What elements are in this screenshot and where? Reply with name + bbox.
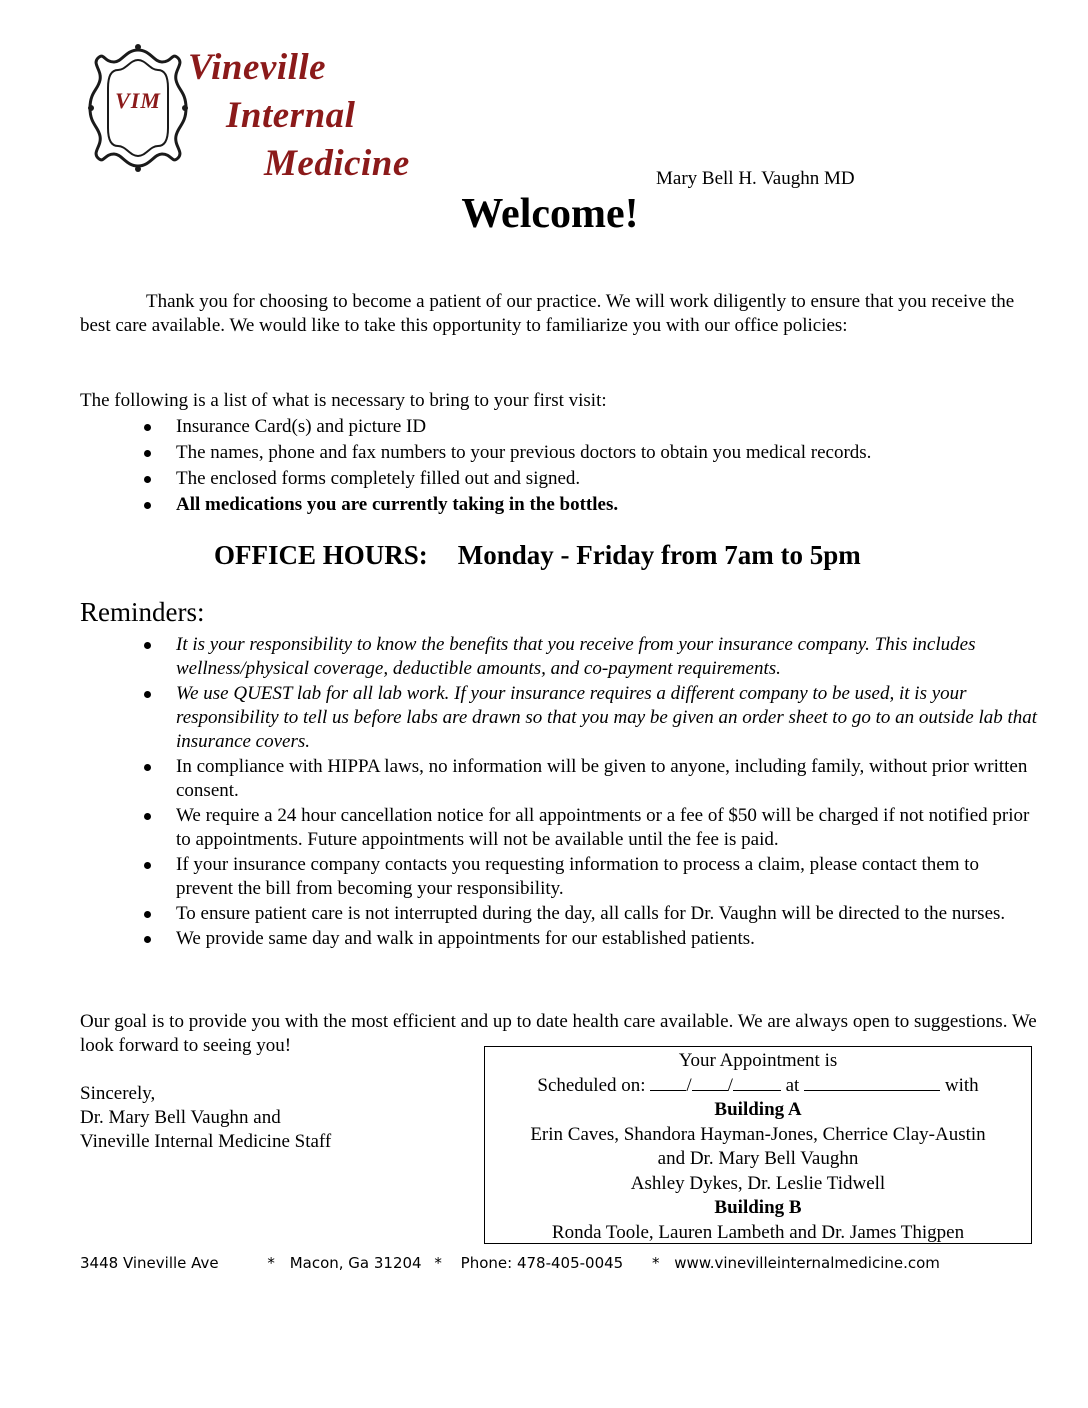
- list-item-text: Insurance Card(s) and picture ID: [176, 416, 427, 437]
- list-item: [80, 441, 1030, 465]
- building-a-staff: and Dr. Mary Bell Vaughn: [657, 1148, 859, 1169]
- footer: [80, 1254, 940, 1272]
- at-label: at: [785, 1074, 800, 1096]
- day-field[interactable]: [692, 1074, 728, 1091]
- year-field[interactable]: [733, 1074, 781, 1091]
- office-hours-label: OFFICE HOURS:: [214, 540, 428, 570]
- list-item-text: We use QUEST lab for all lab work. If your insurance requires a different company to be used, it is your responsibility to tell us before labs are drawn so that you may be given an order sheet to go to an outside lab that insurance covers.: [176, 683, 1038, 752]
- appointment-box: [484, 1046, 1032, 1244]
- logo-text-line-1: Vineville: [188, 47, 327, 88]
- list-item-text: In compliance with HIPPA laws, no information will be given to anyone, including family, without prior written consent.: [176, 756, 1028, 801]
- date-separator: /: [686, 1074, 692, 1096]
- list-item-text: If your insurance company contacts you requesting information to process a claim, please contact them to prevent the bill from becoming your responsibility.: [176, 854, 980, 899]
- intro-paragraph: Thank you for choosing to become a patient of our practice. We will work diligently to ensure that you receive the best care available. We would like to take this opportunity to familiarize you with our office policies:: [80, 291, 1015, 336]
- list-item-text: All medications you are currently taking in the bottles.: [176, 494, 619, 515]
- list-item-text: The enclosed forms completely filled out and signed.: [176, 468, 581, 489]
- bullet-icon: [144, 813, 151, 820]
- list-item: [80, 415, 1030, 439]
- bring-list: [80, 415, 1030, 519]
- appointment-title: Your Appointment is: [678, 1050, 838, 1071]
- list-item-text: To ensure patient care is not interrupted during the day, all calls for Dr. Vaughn will be directed to the nurses.: [176, 903, 1006, 924]
- building-a-staff: Ashley Dykes, Dr. Leslie Tidwell: [630, 1172, 886, 1194]
- footer-website-link[interactable]: www.vinevilleinternalmedicine.com: [674, 1254, 940, 1272]
- building-a-staff: Erin Caves, Shandora Hayman-Jones, Cherrice Clay-Austin: [530, 1123, 986, 1145]
- signature-line-1: Dr. Mary Bell Vaughn and: [80, 1107, 281, 1128]
- date-separator: /: [727, 1074, 733, 1096]
- bullet-icon: [144, 764, 151, 771]
- list-item: [80, 927, 1040, 951]
- list-item: [80, 682, 1040, 754]
- list-item: [80, 493, 1030, 517]
- list-item-text: It is your responsibility to know the benefits that you receive from your insurance company. This includes wellness/physical coverage, deductible amounts, and co-payment requirements.: [176, 634, 976, 679]
- list-item: [80, 467, 1030, 491]
- footer-separator: *: [434, 1254, 442, 1272]
- list-item: [80, 633, 1040, 681]
- list-item: [80, 804, 1040, 852]
- reminders-heading: Reminders:: [80, 597, 205, 627]
- list-item-text: We require a 24 hour cancellation notice for all appointments or a fee of $50 will be charged if not notified prior to appointments. Future appointments will not be available until the fee is paid.: [176, 805, 1030, 850]
- bullet-icon: [144, 424, 151, 431]
- page-title: Welcome!: [461, 191, 639, 237]
- building-b-staff: Ronda Toole, Lauren Lambeth and Dr. James Thigpen: [551, 1221, 965, 1243]
- building-b-heading: Building B: [714, 1197, 802, 1218]
- signature-block: [80, 1082, 331, 1154]
- bullet-icon: [144, 911, 151, 918]
- reminders-list: [80, 633, 1040, 952]
- bullet-icon: [144, 476, 151, 483]
- month-field[interactable]: [650, 1074, 686, 1091]
- office-hours-value: Monday - Friday from 7am to 5pm: [457, 540, 861, 570]
- list-item: [80, 902, 1040, 926]
- with-label: with: [944, 1074, 979, 1096]
- footer-address: 3448 Vineville Ave: [80, 1254, 219, 1272]
- doctor-name: Mary Bell H. Vaughn MD: [656, 168, 855, 189]
- footer-separator: *: [652, 1254, 660, 1272]
- appointment-schedule-line: [485, 1074, 1031, 1099]
- scheduled-on-label: Scheduled on:: [537, 1074, 646, 1096]
- signature-line-2: Vineville Internal Medicine Staff: [80, 1131, 332, 1152]
- bullet-icon: [144, 450, 151, 457]
- logo-monogram: VIM: [115, 88, 161, 113]
- bullet-icon: [144, 862, 151, 869]
- list-item-text: We provide same day and walk in appointments for our established patients.: [176, 928, 755, 949]
- time-field[interactable]: [804, 1074, 940, 1091]
- footer-city: Macon, Ga 31204: [289, 1254, 422, 1272]
- closing-paragraph: Our goal is to provide you with the most efficient and up to date health care available. We are always open to suggestions. We look forward to seeing you!: [80, 1011, 1037, 1056]
- list-item: [80, 755, 1040, 803]
- footer-phone: Phone: 478-405-0045: [460, 1254, 624, 1272]
- list-item-text: The names, phone and fax numbers to your previous doctors to obtain you medical records.: [176, 442, 872, 463]
- office-hours: [214, 540, 861, 571]
- bullet-icon: [144, 642, 151, 649]
- list-item: [80, 853, 1040, 901]
- bullet-icon: [144, 936, 151, 943]
- practice-logo: [88, 40, 438, 190]
- logo-text-line-2: Internal: [226, 95, 356, 136]
- bullet-icon: [144, 502, 151, 509]
- closing-salutation: Sincerely,: [80, 1083, 156, 1104]
- bullet-icon: [144, 691, 151, 698]
- bring-list-heading: The following is a list of what is necessary to bring to your first visit:: [80, 390, 607, 411]
- footer-separator: *: [267, 1254, 275, 1272]
- building-a-heading: Building A: [714, 1099, 802, 1120]
- logo-text-line-3: Medicine: [264, 143, 410, 184]
